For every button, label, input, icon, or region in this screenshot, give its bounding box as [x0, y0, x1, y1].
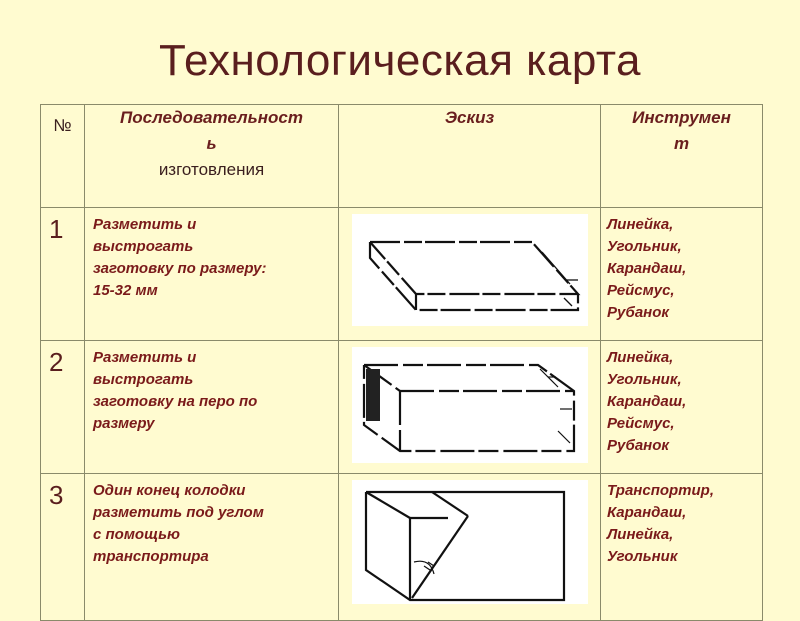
task-line: Разметить и: [93, 349, 197, 366]
header-number: №: [41, 105, 85, 208]
task-line: заготовку по размеру:: [93, 260, 267, 277]
row-sketch: [339, 341, 601, 474]
technological-card-table: [40, 104, 763, 621]
tool-item: Транспортир,: [607, 482, 715, 499]
task-line: выстрогать: [93, 238, 194, 255]
header-sequence-line: ь: [206, 134, 217, 153]
table-row: [41, 341, 763, 474]
page-title: Технологическая карта: [159, 36, 641, 85]
tool-item: Линейка,: [607, 216, 674, 233]
tool-item: Рейсмус,: [607, 415, 675, 432]
plank-sketch-icon: [352, 214, 588, 326]
header-tool-line: т: [673, 134, 690, 153]
row-task: [85, 341, 339, 474]
tool-item: Карандаш,: [607, 504, 687, 521]
tool-item: Рубанок: [607, 437, 669, 454]
row-tools: [601, 341, 763, 474]
tool-item: Карандаш,: [607, 260, 687, 277]
task-line: разметить под углом: [93, 504, 264, 521]
task-line: выстрогать: [93, 371, 194, 388]
tool-item: Угольник,: [607, 371, 682, 388]
task-line: 15-32 мм: [93, 282, 158, 299]
row-task: [85, 474, 339, 621]
header-sketch: Эскиз: [339, 105, 601, 208]
row-sketch: [339, 474, 601, 621]
angled-block-sketch-icon: [352, 480, 588, 604]
row-tools: [601, 208, 763, 341]
table-row: [41, 208, 763, 341]
header-sequence-line: изготовления: [158, 160, 265, 179]
header-sequence: [85, 105, 339, 208]
task-line: размеру: [93, 415, 155, 432]
tool-item: Угольник,: [607, 238, 682, 255]
task-line: Разметить и: [93, 216, 197, 233]
table-header-row: [41, 105, 763, 208]
task-line: транспортира: [93, 548, 209, 565]
row-task: [85, 208, 339, 341]
header-tool: [601, 105, 763, 208]
header-tool-line: Инструмен: [632, 108, 731, 127]
task-line: Один конец колодки: [93, 482, 246, 499]
shaped-block-sketch-icon: [352, 347, 588, 463]
row-tools: [601, 474, 763, 621]
tool-item: Линейка,: [607, 526, 674, 543]
table-row: [41, 474, 763, 621]
task-line: с помощью: [93, 526, 180, 543]
row-number: 1: [41, 208, 85, 341]
header-sequence-line: Последовательност: [120, 108, 303, 127]
task-line: заготовку на перо по: [93, 393, 258, 410]
tool-item: Рейсмус,: [607, 282, 675, 299]
row-number: 3: [41, 474, 85, 621]
row-number: 2: [41, 341, 85, 474]
tool-item: Рубанок: [607, 304, 669, 321]
tool-item: Карандаш,: [607, 393, 687, 410]
tool-item: Угольник: [607, 548, 678, 565]
row-sketch: [339, 208, 601, 341]
tool-item: Линейка,: [607, 349, 674, 366]
